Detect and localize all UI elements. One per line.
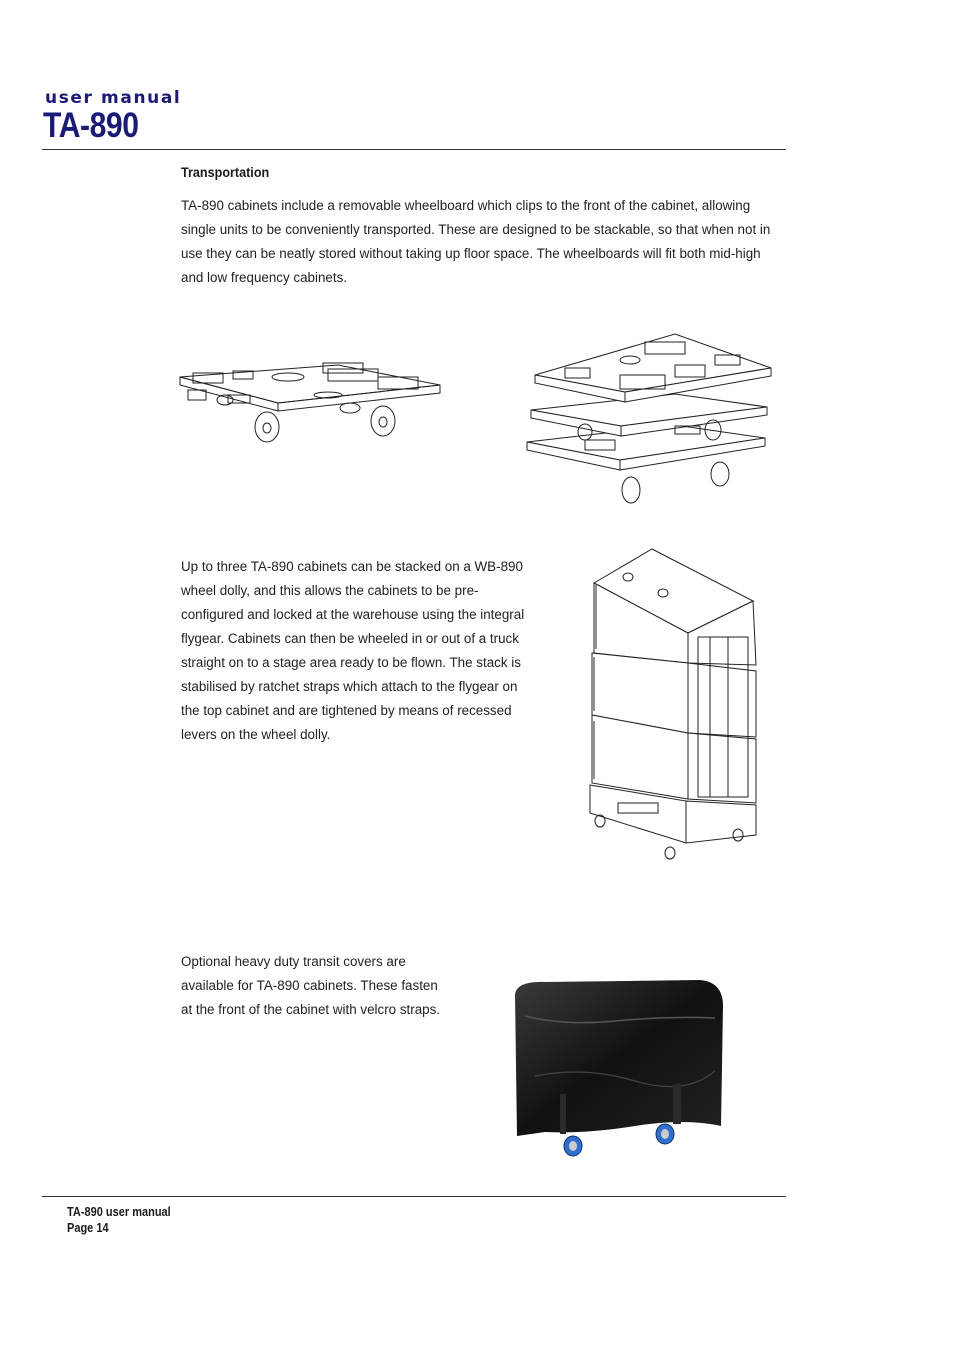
covers-paragraph: Optional heavy duty transit covers are available for TA-890 cabinets. These fasten at the front of the cabinet with velcro straps. <box>181 954 441 1017</box>
footer-divider <box>42 1196 786 1197</box>
footer-manual-title: TA-890 user manual <box>67 1205 171 1219</box>
dolly-paragraph: Up to three TA-890 cabinets can be stacked on a WB-890 wheel dolly, and this allows the cabinets to be pre-configured and locked at the warehouse using the integral flygear. Cabinets can then be wheeled in or out of a truck straight on to a stage area ready to be flown. The stack is stabilised by ratchet straps which attach to the flygear on the top cabinet and are tightened by means of recessed levers on the wheel dolly. <box>181 559 525 742</box>
wheelboard-illustration <box>178 355 443 450</box>
section-title: Transportation <box>181 164 270 180</box>
transit-cover-photo <box>505 976 730 1161</box>
header-divider <box>42 149 786 150</box>
header-title: TA-890 <box>43 106 139 145</box>
footer-page-number: Page 14 <box>67 1221 109 1235</box>
intro-paragraph: TA-890 cabinets include a removable wheelboard which clips to the front of the cabinet, allowing single units to be conveniently transported. These are designed to be stackable, so that when not in use they can be neatly stored without taking up floor space. The wheelboards will fit both mid-high and low frequency cabinets. <box>181 198 771 285</box>
stacked-wheelboards-illustration <box>525 330 775 508</box>
header-subtitle: user manual <box>45 88 182 108</box>
cabinet-stack-illustration <box>588 545 760 865</box>
